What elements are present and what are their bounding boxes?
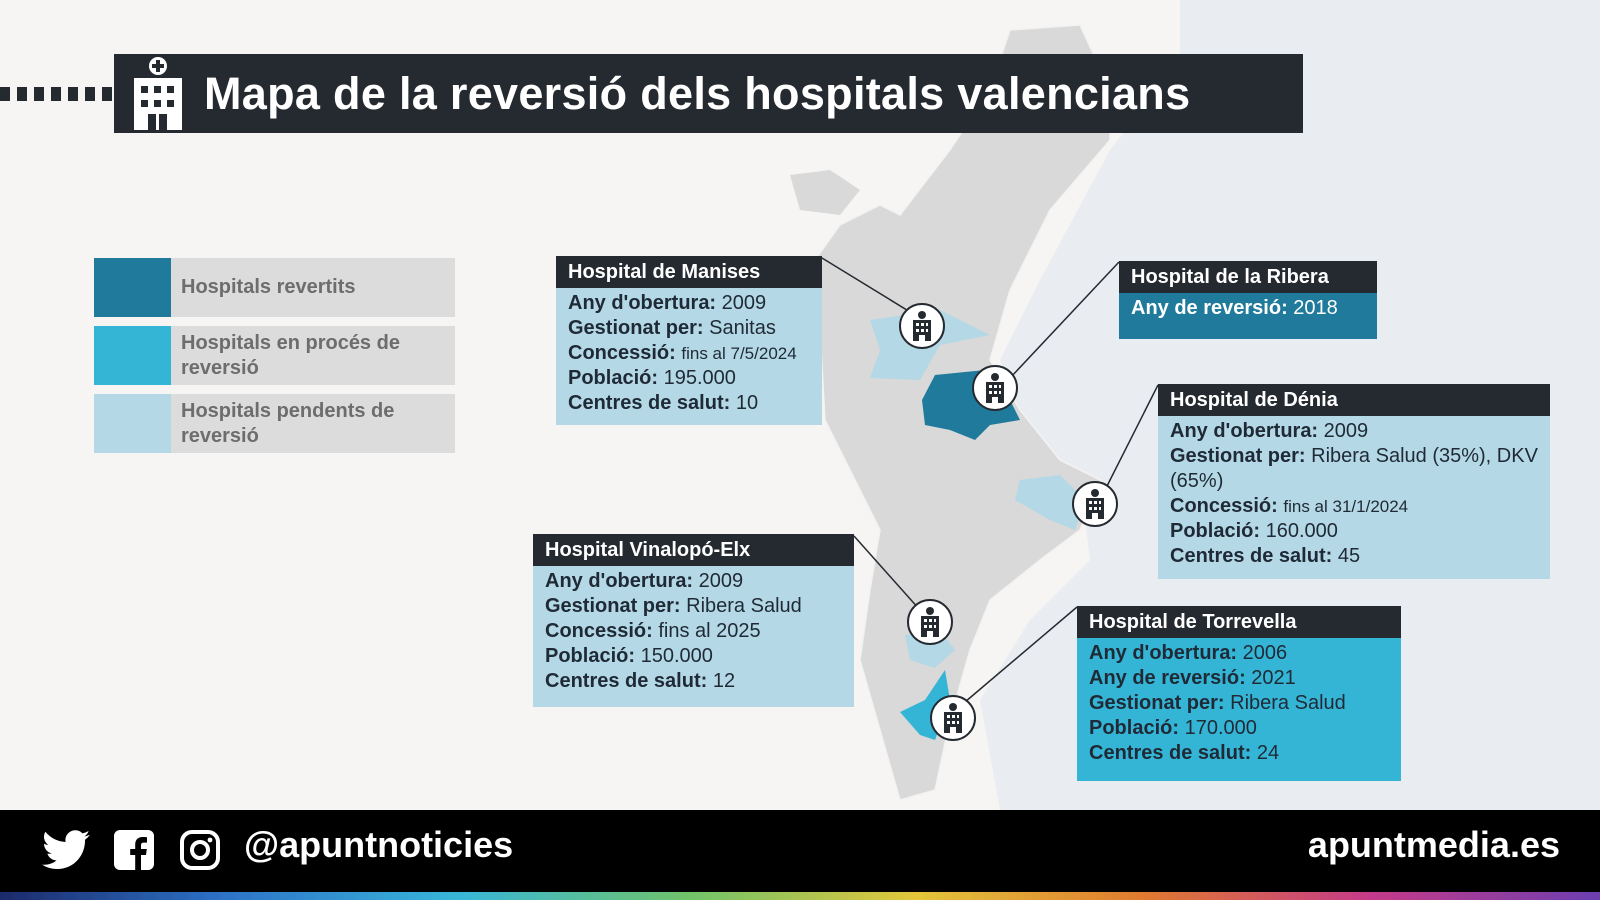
field-label: Concessió: — [568, 342, 676, 364]
field-value: 170.000 — [1184, 717, 1257, 739]
field-label: Centres de salut: — [568, 392, 731, 414]
page-title: Mapa de la reversió dels hospitals valencians — [204, 67, 1191, 119]
twitter-icon[interactable] — [42, 830, 90, 870]
hospital-pin-manises[interactable] — [899, 303, 945, 349]
field-label: Any d'obertura: — [568, 292, 717, 314]
hospital-icon — [984, 373, 1006, 403]
field-label: Centres de salut: — [1089, 742, 1252, 764]
field-value: 2021 — [1251, 667, 1296, 689]
card-body — [556, 288, 822, 425]
social-handle[interactable]: @apuntnoticies — [244, 824, 514, 865]
field-value: 24 — [1256, 742, 1280, 764]
field-label: Població: — [1170, 520, 1261, 542]
field-value: Ribera Salud — [1230, 692, 1346, 714]
field-value: fins al 31/1/2024 — [1283, 497, 1409, 516]
card-denia — [1158, 384, 1550, 579]
instagram-icon[interactable] — [180, 830, 220, 870]
field-value: 150.000 — [640, 645, 713, 667]
hospital-icon — [919, 607, 941, 637]
field-label: Any de reversió: — [1131, 297, 1288, 319]
legend-item-en-proces — [94, 326, 455, 385]
website-link[interactable]: apuntmedia.es — [1307, 824, 1560, 865]
hospital-icon — [132, 56, 184, 132]
field-label: Població: — [545, 645, 636, 667]
field-value: 12 — [712, 670, 736, 692]
field-value: Sanitas — [709, 317, 776, 339]
hospital-pin-ribera[interactable] — [972, 365, 1018, 411]
field-value: 195.000 — [663, 367, 736, 389]
field-label: Població: — [568, 367, 659, 389]
card-body — [533, 566, 854, 707]
field-value: Ribera Salud (35%), DKV (65%) — [1170, 445, 1538, 492]
hospital-icon — [911, 311, 933, 341]
field-label: Concessió: — [545, 620, 653, 642]
hospital-icon — [1084, 489, 1106, 519]
field-value: 2009 — [698, 570, 744, 592]
facebook-icon[interactable] — [114, 830, 154, 870]
footer — [0, 810, 1600, 900]
field-label: Any de reversió: — [1089, 667, 1246, 689]
field-value: fins al 7/5/2024 — [681, 344, 797, 363]
field-value: Hospitals revertits — [181, 276, 356, 298]
field-label: Any d'obertura: — [1089, 642, 1238, 664]
legend-swatch — [94, 258, 171, 317]
field-label: Concessió: — [1170, 495, 1278, 517]
hospital-pin-torrevella[interactable] — [930, 695, 976, 741]
field-value: Ribera Salud — [686, 595, 802, 617]
card-manises — [556, 256, 822, 425]
field-label: Centres de salut: — [1170, 545, 1333, 567]
legend-swatch — [94, 326, 171, 385]
field-label: Gestionat per: — [1089, 692, 1225, 714]
field-label: Any d'obertura: — [1170, 420, 1319, 442]
color-strip — [0, 892, 1600, 900]
hospital-icon — [942, 703, 964, 733]
card-body — [1077, 638, 1401, 781]
hospital-pin-denia[interactable] — [1072, 481, 1118, 527]
card-title: Hospital de la Ribera — [1119, 261, 1377, 293]
field-label: Població: — [1089, 717, 1180, 739]
field-label: Centres de salut: — [545, 670, 708, 692]
dotted-line — [0, 87, 112, 101]
card-ribera — [1119, 261, 1377, 339]
legend-item-pendents — [94, 394, 455, 453]
field-label: Gestionat per: — [1170, 445, 1306, 467]
field-value: 160.000 — [1265, 520, 1338, 542]
field-label: Any d'obertura: — [545, 570, 694, 592]
card-torrevella — [1077, 606, 1401, 781]
field-value: 2018 — [1293, 297, 1338, 319]
field-value: 10 — [735, 392, 759, 414]
field-label: Gestionat per: — [568, 317, 704, 339]
rincon-ademuz — [790, 170, 860, 215]
legend-swatch — [94, 394, 171, 453]
card-title: Hospital de Torrevella — [1077, 606, 1401, 638]
field-value: Hospitals pendents de reversió — [181, 399, 395, 447]
card-title: Hospital de Dénia — [1158, 384, 1550, 416]
title-bar — [114, 54, 1303, 133]
field-value: fins al 2025 — [658, 620, 761, 642]
card-vinalopo — [533, 534, 854, 707]
legend-item-revertits — [94, 258, 455, 317]
field-value: 45 — [1337, 545, 1361, 567]
card-title: Hospital de Manises — [556, 256, 822, 288]
field-label: Gestionat per: — [545, 595, 681, 617]
hospital-pin-vinalopo[interactable] — [907, 599, 953, 645]
card-body — [1119, 293, 1377, 339]
field-value: 2009 — [721, 292, 767, 314]
field-value: 2006 — [1242, 642, 1288, 664]
field-value: Hospitals en procés de reversió — [181, 331, 400, 379]
card-body — [1158, 416, 1550, 579]
card-title: Hospital Vinalopó-Elx — [533, 534, 854, 566]
field-value: 2009 — [1323, 420, 1369, 442]
